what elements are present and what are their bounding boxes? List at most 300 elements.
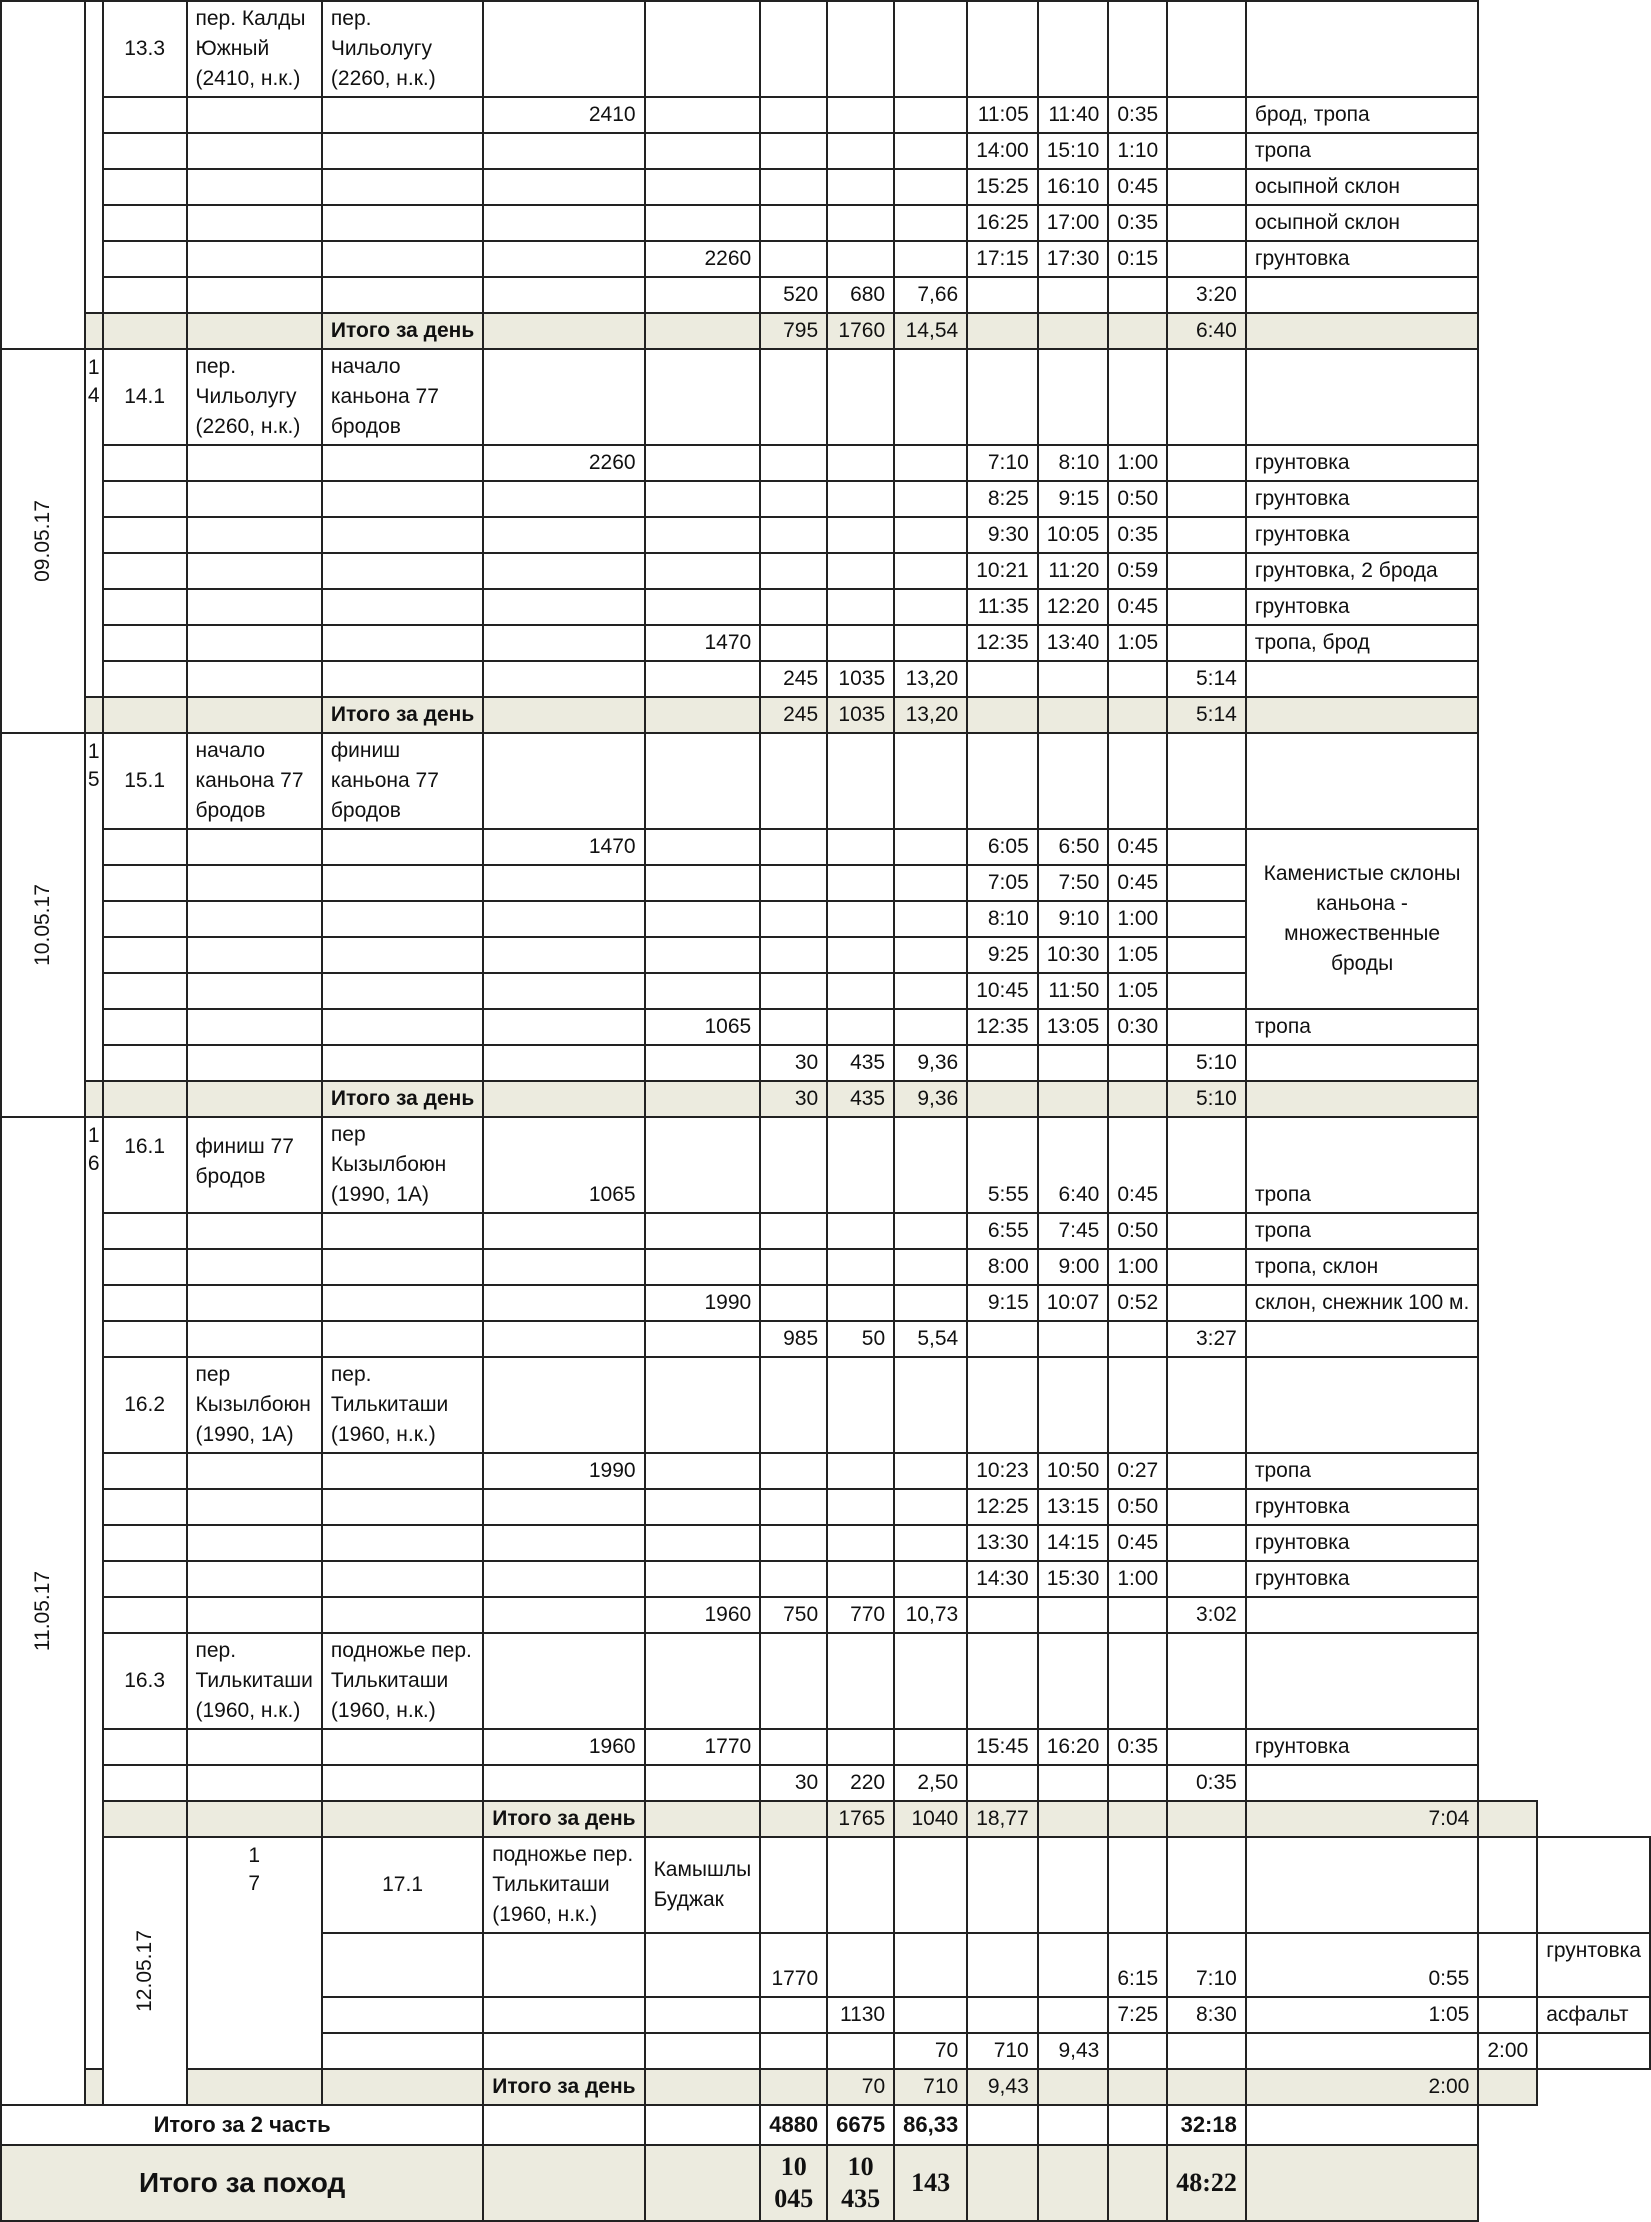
distance xyxy=(894,865,967,901)
segment-from: пер. Калды Южный (2410, н.к.) xyxy=(187,1,322,97)
time-start: 10:45 xyxy=(967,973,1038,1009)
height-start xyxy=(483,1321,644,1357)
table-row xyxy=(1,133,1650,169)
distance xyxy=(894,241,967,277)
time-start xyxy=(1108,2033,1167,2069)
height-start xyxy=(483,1765,644,1801)
duration: 1:05 xyxy=(1108,973,1167,1009)
time-start: 11:05 xyxy=(967,97,1038,133)
segment-from: начало каньона 77 бродов xyxy=(187,733,322,829)
height-start xyxy=(760,1997,827,2033)
height-end xyxy=(645,133,761,169)
time-end xyxy=(1038,277,1109,313)
distance xyxy=(894,1249,967,1285)
surface-note: брод, тропа xyxy=(1246,97,1478,133)
segment-header-row xyxy=(1,1633,1650,1729)
surface-note xyxy=(1246,1045,1478,1081)
distance xyxy=(894,133,967,169)
day-total-time: 5:10 xyxy=(1167,1081,1246,1117)
day-total-label: Итого за день xyxy=(322,1081,483,1117)
surface-note: склон, снежник 100 м. xyxy=(1246,1285,1478,1321)
time-start: 7:10 xyxy=(967,445,1038,481)
distance xyxy=(894,517,967,553)
time-end: 10:50 xyxy=(1038,1453,1109,1489)
descent xyxy=(827,169,894,205)
height-end xyxy=(645,589,761,625)
duration: 0:30 xyxy=(1108,1009,1167,1045)
descent: 770 xyxy=(827,1597,894,1633)
date-label: 10.05.17 xyxy=(30,884,54,966)
distance xyxy=(894,1489,967,1525)
height-start xyxy=(483,589,644,625)
ascent xyxy=(760,205,827,241)
ascent xyxy=(760,829,827,865)
duration: 0:45 xyxy=(1108,169,1167,205)
running-time xyxy=(1167,829,1246,865)
ascent xyxy=(760,553,827,589)
descent xyxy=(827,1525,894,1561)
day-total-row xyxy=(1,697,1650,733)
running-time xyxy=(1167,205,1246,241)
segment-number: 16.2 xyxy=(103,1357,187,1453)
descent xyxy=(827,1249,894,1285)
running-time: 0:35 xyxy=(1167,1765,1246,1801)
distance xyxy=(894,589,967,625)
time-start xyxy=(967,661,1038,697)
time-end: 11:20 xyxy=(1038,553,1109,589)
height-end xyxy=(645,445,761,481)
table-row xyxy=(1,241,1650,277)
ascent xyxy=(760,1525,827,1561)
duration: 1:00 xyxy=(1108,1561,1167,1597)
time-end xyxy=(1038,1321,1109,1357)
ascent xyxy=(760,97,827,133)
time-end: 10:30 xyxy=(1038,937,1109,973)
table-row xyxy=(1,1249,1650,1285)
surface-note: тропа xyxy=(1246,133,1478,169)
surface-note: грунтовка xyxy=(1537,1933,1650,1997)
merged-surface-note: Каменистые склоны каньона - множественные броды xyxy=(1246,829,1478,1009)
descent xyxy=(827,901,894,937)
ascent xyxy=(760,241,827,277)
table-row xyxy=(1,1453,1650,1489)
running-time xyxy=(1167,241,1246,277)
time-start: 6:15 xyxy=(1108,1933,1167,1997)
time-start xyxy=(967,277,1038,313)
running-time xyxy=(1167,1213,1246,1249)
time-end: 7:45 xyxy=(1038,1213,1109,1249)
segment-subtotal-row xyxy=(1,1321,1650,1357)
height-end xyxy=(645,517,761,553)
running-time: 3:27 xyxy=(1167,1321,1246,1357)
grand-total-distance: 143 xyxy=(894,2145,967,2221)
descent xyxy=(827,1729,894,1765)
day-total-ascent: 30 xyxy=(760,1081,827,1117)
height-end: 1770 xyxy=(645,1729,761,1765)
height-end xyxy=(645,973,761,1009)
day-total-label: Итого за день xyxy=(483,1801,644,1837)
surface-note: грунтовка xyxy=(1246,517,1478,553)
running-time xyxy=(1167,589,1246,625)
height-start: 2260 xyxy=(483,445,644,481)
segment-number: 17.1 xyxy=(322,1837,483,1933)
running-time: 3:02 xyxy=(1167,1597,1246,1633)
ascent xyxy=(760,1561,827,1597)
running-time: 3:20 xyxy=(1167,277,1246,313)
height-end xyxy=(645,553,761,589)
ascent xyxy=(760,1249,827,1285)
table-row xyxy=(1,517,1650,553)
ascent xyxy=(760,937,827,973)
height-end: 1990 xyxy=(645,1285,761,1321)
time-end xyxy=(1038,1765,1109,1801)
descent: 710 xyxy=(967,2033,1038,2069)
distance xyxy=(894,937,967,973)
day-total-row xyxy=(1,1801,1650,1837)
height-end xyxy=(645,865,761,901)
descent: 1035 xyxy=(827,661,894,697)
time-end: 8:10 xyxy=(1038,445,1109,481)
ascent: 245 xyxy=(760,661,827,697)
time-end xyxy=(1167,2033,1246,2069)
segment-header-row xyxy=(1,733,1650,829)
time-start: 14:00 xyxy=(967,133,1038,169)
descent xyxy=(827,1489,894,1525)
day-total-distance: 9,36 xyxy=(894,1081,967,1117)
distance xyxy=(894,625,967,661)
time-start: 7:05 xyxy=(967,865,1038,901)
table-row xyxy=(1,1285,1650,1321)
ascent xyxy=(760,1285,827,1321)
descent xyxy=(827,829,894,865)
running-time xyxy=(1167,901,1246,937)
distance xyxy=(894,445,967,481)
height-start xyxy=(483,1249,644,1285)
duration: 0:45 xyxy=(1108,1525,1167,1561)
height-end xyxy=(645,1453,761,1489)
segment-number: 16.3 xyxy=(103,1633,187,1729)
surface-note: тропа, брод xyxy=(1246,625,1478,661)
time-start: 11:35 xyxy=(967,589,1038,625)
time-end: 10:05 xyxy=(1038,517,1109,553)
height-end xyxy=(645,1213,761,1249)
date-label: 11.05.17 xyxy=(30,1570,54,1652)
height-start xyxy=(483,1045,644,1081)
segment-subtotal-row xyxy=(1,661,1650,697)
height-end xyxy=(645,937,761,973)
ascent xyxy=(760,973,827,1009)
duration xyxy=(1108,1597,1167,1633)
height-start: 1065 xyxy=(483,1117,644,1213)
duration xyxy=(1108,277,1167,313)
surface-note: тропа xyxy=(1246,1117,1478,1213)
time-end: 6:50 xyxy=(1038,829,1109,865)
table-row xyxy=(1,1489,1650,1525)
height-end xyxy=(645,901,761,937)
table-row xyxy=(1,1009,1650,1045)
segment-from: пер. Тилькиташи (1960, н.к.) xyxy=(187,1633,322,1729)
duration: 0:45 xyxy=(1108,829,1167,865)
height-start: 1960 xyxy=(483,1729,644,1765)
running-time xyxy=(1167,865,1246,901)
time-start: 8:25 xyxy=(967,481,1038,517)
time-start: 15:45 xyxy=(967,1729,1038,1765)
day-total-ascent: 795 xyxy=(760,313,827,349)
surface-note: тропа xyxy=(1246,1453,1478,1489)
ascent xyxy=(760,481,827,517)
ascent: 985 xyxy=(760,1321,827,1357)
descent xyxy=(827,625,894,661)
height-start xyxy=(483,1285,644,1321)
descent xyxy=(827,205,894,241)
running-time: 5:10 xyxy=(1167,1045,1246,1081)
segment-to: пер Кызылбоюн (1990, 1А) xyxy=(322,1117,483,1213)
table-row xyxy=(1,1561,1650,1597)
day-total-descent: 1760 xyxy=(827,313,894,349)
height-start: 1470 xyxy=(483,829,644,865)
distance: 7,66 xyxy=(894,277,967,313)
distance xyxy=(894,1009,967,1045)
surface-note xyxy=(1537,2033,1650,2069)
table-row xyxy=(1,1213,1650,1249)
segment-to: начало каньона 77 бродов xyxy=(322,349,483,445)
running-time xyxy=(1167,481,1246,517)
date-cell xyxy=(1,1,85,349)
height-end xyxy=(645,1525,761,1561)
height-start: 1770 xyxy=(760,1933,827,1997)
distance xyxy=(894,1453,967,1489)
descent xyxy=(827,1009,894,1045)
running-time xyxy=(1167,1453,1246,1489)
running-time xyxy=(1167,1249,1246,1285)
duration xyxy=(1246,2033,1478,2069)
duration: 0:55 xyxy=(1246,1933,1478,1997)
date-cell xyxy=(1,733,85,1117)
time-start: 9:15 xyxy=(967,1285,1038,1321)
day-total-ascent: 245 xyxy=(760,697,827,733)
segment-header-row xyxy=(1,1357,1650,1453)
descent xyxy=(827,1561,894,1597)
height-start xyxy=(483,517,644,553)
descent: 435 xyxy=(827,1045,894,1081)
table-row xyxy=(1,553,1650,589)
duration xyxy=(1108,1765,1167,1801)
descent xyxy=(827,133,894,169)
time-end: 12:20 xyxy=(1038,589,1109,625)
time-end: 10:07 xyxy=(1038,1285,1109,1321)
height-start xyxy=(483,133,644,169)
duration: 1:10 xyxy=(1108,133,1167,169)
ascent xyxy=(760,169,827,205)
duration: 0:27 xyxy=(1108,1453,1167,1489)
segment-header-row xyxy=(1,1837,1650,1933)
height-start xyxy=(483,901,644,937)
day-total-time: 5:14 xyxy=(1167,697,1246,733)
height-end: 1130 xyxy=(827,1997,894,2033)
time-start: 17:15 xyxy=(967,241,1038,277)
day-total-row xyxy=(1,1081,1650,1117)
running-time xyxy=(1167,1489,1246,1525)
surface-note: грунтовка xyxy=(1246,241,1478,277)
descent xyxy=(827,445,894,481)
time-start xyxy=(967,1045,1038,1081)
running-time: 5:14 xyxy=(1167,661,1246,697)
distance xyxy=(894,1525,967,1561)
descent xyxy=(967,1997,1038,2033)
duration: 1:00 xyxy=(1108,901,1167,937)
height-start xyxy=(483,1597,644,1633)
time-end: 15:10 xyxy=(1038,133,1109,169)
distance xyxy=(1038,1997,1109,2033)
time-start: 9:30 xyxy=(967,517,1038,553)
part-total-row xyxy=(1,2105,1650,2145)
duration xyxy=(1108,661,1167,697)
distance xyxy=(894,553,967,589)
surface-note: тропа xyxy=(1246,1009,1478,1045)
day-total-label: Итого за день xyxy=(322,697,483,733)
day-total-time: 6:40 xyxy=(1167,313,1246,349)
segment-to: подножье пер. Тилькиташи (1960, н.к.) xyxy=(322,1633,483,1729)
duration: 0:45 xyxy=(1108,1117,1167,1213)
ascent: 30 xyxy=(760,1045,827,1081)
ascent: 70 xyxy=(894,2033,967,2069)
grand-total-time: 48:22 xyxy=(1167,2145,1246,2221)
surface-note: тропа xyxy=(1246,1213,1478,1249)
running-time xyxy=(1167,553,1246,589)
time-start: 12:35 xyxy=(967,1009,1038,1045)
time-start: 8:10 xyxy=(967,901,1038,937)
segment-subtotal-row xyxy=(1,1045,1650,1081)
surface-note xyxy=(1246,661,1478,697)
segment-from: финиш 77 бродов xyxy=(187,1117,322,1213)
segment-number: 13.3 xyxy=(103,1,187,97)
height-start xyxy=(483,481,644,517)
segment-to: пер. Тилькиташи (1960, н.к.) xyxy=(322,1357,483,1453)
day-total-row xyxy=(1,313,1650,349)
height-end: 1065 xyxy=(645,1009,761,1045)
time-end: 16:20 xyxy=(1038,1729,1109,1765)
ascent: 520 xyxy=(760,277,827,313)
height-start: 2410 xyxy=(483,97,644,133)
duration: 0:35 xyxy=(1108,517,1167,553)
descent xyxy=(827,589,894,625)
height-start xyxy=(483,1489,644,1525)
distance xyxy=(894,481,967,517)
day-total-descent: 1035 xyxy=(827,697,894,733)
time-start: 6:55 xyxy=(967,1213,1038,1249)
distance xyxy=(894,205,967,241)
time-start xyxy=(967,1765,1038,1801)
descent xyxy=(827,481,894,517)
duration: 1:05 xyxy=(1108,937,1167,973)
time-start: 6:05 xyxy=(967,829,1038,865)
part-total-time: 32:18 xyxy=(1167,2105,1246,2145)
running-time xyxy=(1167,1009,1246,1045)
surface-note: осыпной склон xyxy=(1246,205,1478,241)
time-end: 16:10 xyxy=(1038,169,1109,205)
time-end: 11:40 xyxy=(1038,97,1109,133)
height-end xyxy=(645,1249,761,1285)
part-total-ascent: 4880 xyxy=(760,2105,827,2145)
segment-header-row xyxy=(1,1117,1650,1183)
time-end xyxy=(1038,1597,1109,1633)
ascent xyxy=(760,865,827,901)
distance: 2,50 xyxy=(894,1765,967,1801)
height-start xyxy=(483,241,644,277)
duration: 0:50 xyxy=(1108,481,1167,517)
ascent xyxy=(760,1729,827,1765)
day-total-label: Итого за день xyxy=(483,2069,644,2105)
day-total-descent: 1040 xyxy=(894,1801,967,1837)
segment-number: 16.1 xyxy=(103,1117,187,1213)
distance: 13,20 xyxy=(894,661,967,697)
duration: 0:35 xyxy=(1108,97,1167,133)
grand-total-label: Итого за поход xyxy=(1,2145,483,2221)
surface-note: тропа, склон xyxy=(1246,1249,1478,1285)
running-time xyxy=(1167,445,1246,481)
distance xyxy=(894,973,967,1009)
height-start xyxy=(483,1561,644,1597)
distance xyxy=(894,1561,967,1597)
surface-note: осыпной склон xyxy=(1246,169,1478,205)
duration: 0:15 xyxy=(1108,241,1167,277)
ascent xyxy=(760,625,827,661)
time-start: 15:25 xyxy=(967,169,1038,205)
day-total-ascent: 70 xyxy=(827,2069,894,2105)
time-end: 13:40 xyxy=(1038,625,1109,661)
surface-note: грунтовка xyxy=(1246,1525,1478,1561)
distance xyxy=(894,169,967,205)
distance: 10,73 xyxy=(894,1597,967,1633)
duration: 0:35 xyxy=(1108,205,1167,241)
height-end xyxy=(645,1489,761,1525)
distance xyxy=(894,1729,967,1765)
time-end: 9:00 xyxy=(1038,1249,1109,1285)
grand-total-ascent: 10 045 xyxy=(760,2145,827,2221)
date-label: 12.05.17 xyxy=(132,1930,156,2012)
running-time xyxy=(1478,1997,1537,2033)
ascent xyxy=(894,1997,967,2033)
day-total-descent: 710 xyxy=(894,2069,967,2105)
time-end: 8:30 xyxy=(1167,1997,1246,2033)
date-cell xyxy=(1,349,85,733)
distance xyxy=(894,1213,967,1249)
time-end: 13:05 xyxy=(1038,1009,1109,1045)
duration: 0:45 xyxy=(1108,865,1167,901)
table-row xyxy=(1,481,1650,517)
ascent xyxy=(760,901,827,937)
ascent: 30 xyxy=(760,1765,827,1801)
height-start xyxy=(483,1009,644,1045)
segment-to: пер. Чильолугу (2260, н.к.) xyxy=(322,1,483,97)
time-end: 11:50 xyxy=(1038,973,1109,1009)
height-start xyxy=(483,205,644,241)
duration xyxy=(1108,1045,1167,1081)
time-end: 6:40 xyxy=(1038,1117,1109,1213)
height-start xyxy=(483,973,644,1009)
height-end: 1470 xyxy=(645,625,761,661)
grand-total-row xyxy=(1,2145,1650,2221)
time-end: 14:15 xyxy=(1038,1525,1109,1561)
table-row xyxy=(1,625,1650,661)
descent xyxy=(827,937,894,973)
segment-number: 14.1 xyxy=(103,349,187,445)
day-total-distance: 9,43 xyxy=(967,2069,1038,2105)
ascent xyxy=(760,1213,827,1249)
time-end: 13:15 xyxy=(1038,1489,1109,1525)
day-number: 1 4 xyxy=(85,349,103,697)
time-end: 17:30 xyxy=(1038,241,1109,277)
